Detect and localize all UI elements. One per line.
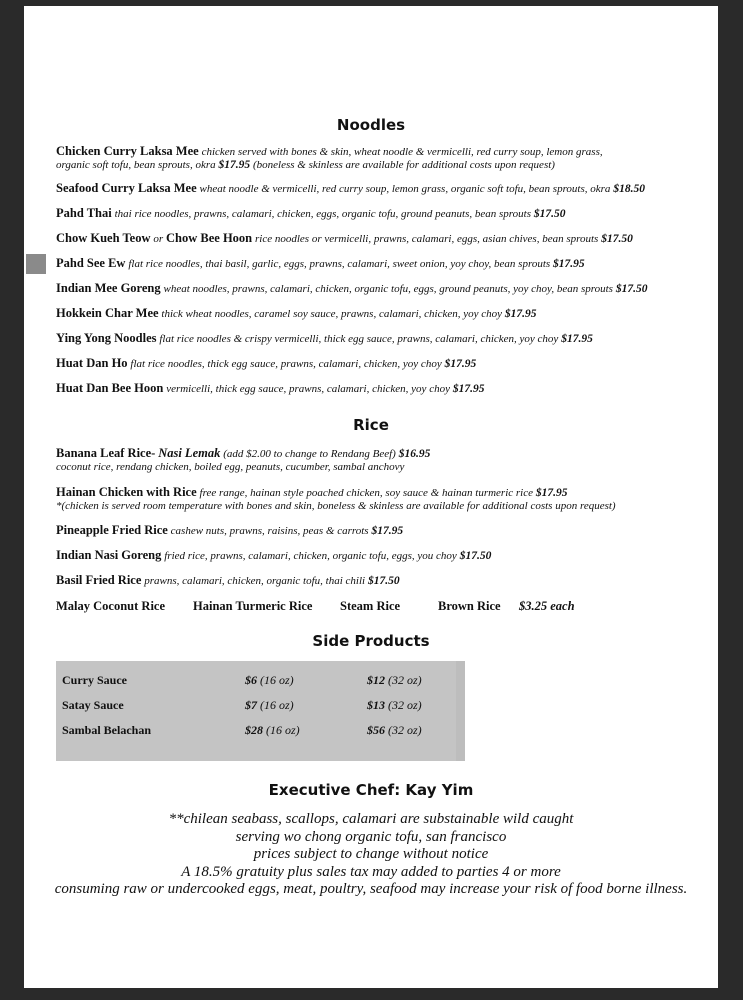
section-title-rice: Rice — [353, 416, 389, 434]
page-marker — [26, 254, 46, 274]
footer-line: consuming raw or undercooked eggs, meat, poultry, seafood may increase your risk of food borne illness. — [54, 881, 688, 897]
menu-item: Indian Nasi Goreng fried rice, prawns, calamari, chicken, organic tofu, eggs, you choy $17.50 — [56, 548, 492, 562]
footer-line: prices subject to change without notice — [253, 846, 489, 862]
side-product-row: Curry Sauce $6 (16 oz) $12 (32 oz) — [62, 673, 422, 687]
menu-item: Chicken Curry Laksa Mee chicken served with bones & skin, wheat noodle & vermicelli, red curry soup, lemon grass, organic soft tofu, bean sprouts, okra $17.95 (boneless & skinless are available for additional costs upon request) — [56, 144, 603, 171]
menu-item: Hokkein Char Mee thick wheat noodles, caramel soy sauce, prawns, calamari, chicken, yoy choy $17.95 — [56, 306, 537, 320]
menu-item: Banana Leaf Rice- Nasi Lemak (add $2.00 to change to Rendang Beef) $16.95 coconut rice, rendang chicken, boiled egg, peanuts, cucumber, sambal anchovy — [56, 446, 431, 473]
menu-item: Ying Yong Noodles flat rice noodles & crispy vermicelli, thick egg sauce, prawns, calamari, chicken, yoy choy $17.95 — [56, 331, 593, 345]
footer-line: serving wo chong organic tofu, san francisco — [235, 828, 507, 845]
side-product-row: Satay Sauce $7 (16 oz) $13 (32 oz) — [62, 698, 422, 712]
menu-item: Hainan Chicken with Rice free range, hainan style poached chicken, soy sauce & hainan turmeric rice $17.95 *(chicken is served room temperature with bones and skin, boneless & skinless are available for additional costs upon request) — [56, 485, 616, 512]
plain-rice-item: Hainan Turmeric Rice — [193, 599, 313, 613]
menu-item: Huat Dan Ho flat rice noodles, thick egg sauce, prawns, calamari, chicken, yoy choy $17.95 — [56, 356, 477, 370]
section-title-noodles: Noodles — [336, 116, 406, 134]
menu-item: Pineapple Fried Rice cashew nuts, prawns, raisins, peas & carrots $17.95 — [56, 523, 404, 537]
plain-rice-price: $3.25 each — [519, 599, 575, 613]
menu-item: Pahd Thai thai rice noodles, prawns, calamari, chicken, eggs, organic tofu, ground peanuts, bean sprouts $17.50 — [56, 206, 566, 220]
menu-item: Chow Kueh Teow or Chow Bee Hoon rice noodles or vermicelli, prawns, calamari, eggs, asian chives, bean sprouts $17.50 — [56, 231, 633, 245]
menu-item: Seafood Curry Laksa Mee wheat noodle & vermicelli, red curry soup, lemon grass, organic soft tofu, bean sprouts, okra $18.50 — [56, 181, 645, 195]
footer-notes — [24, 811, 718, 899]
executive-chef: Executive Chef: Kay Yim — [268, 781, 474, 799]
footer-line: A 18.5% gratuity plus sales tax may added to parties 4 or more — [181, 863, 561, 880]
plain-rice-item: Steam Rice — [340, 599, 401, 613]
menu-item: Huat Dan Bee Hoon vermicelli, thick egg sauce, prawns, calamari, chicken, yoy choy $17.95 — [56, 381, 485, 395]
menu-item: Indian Mee Goreng wheat noodles, prawns, calamari, chicken, organic tofu, eggs, ground peanuts, yoy choy, bean sprouts $17.50 — [56, 281, 648, 295]
menu-item: Basil Fried Rice prawns, calamari, chicken, organic tofu, thai chili $17.50 — [56, 573, 400, 587]
side-product-row: Sambal Belachan $28 (16 oz) $56 (32 oz) — [62, 723, 422, 737]
menu-item: Pahd See Ew flat rice noodles, thai basil, garlic, eggs, prawns, calamari, sweet onion, yoy choy, bean sprouts $17.95 — [56, 256, 585, 270]
plain-rice-item: Brown Rice — [438, 599, 501, 613]
side-products-table — [56, 661, 465, 761]
footer-line: **chilean seabass, scallops, calamari are substainable wild caught — [168, 811, 574, 827]
section-title-side-products: Side Products — [312, 632, 430, 650]
plain-rice-item: Malay Coconut Rice — [56, 599, 166, 613]
menu-page — [24, 6, 718, 988]
